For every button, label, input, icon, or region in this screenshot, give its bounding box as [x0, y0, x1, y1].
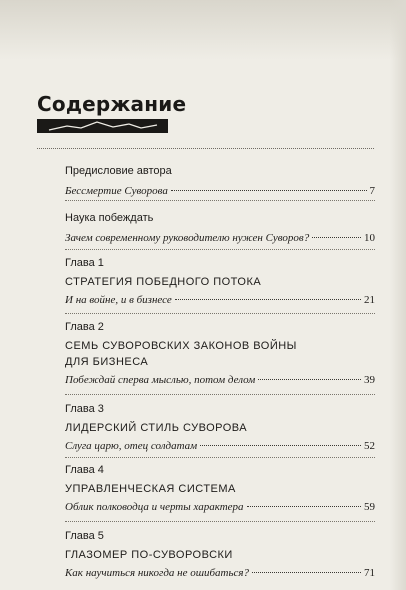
chapter-title: СТРАТЕГИЯ ПОБЕДНОГО ПОТОКА: [65, 276, 262, 288]
toc-entry-chapter-5[interactable]: [65, 529, 375, 580]
toc-line: [65, 373, 375, 387]
page-number: 59: [364, 501, 375, 513]
dot-leader: [312, 237, 361, 238]
chapter-title-line-2: ДЛЯ БИЗНЕСА: [65, 356, 149, 368]
page-number: 71: [364, 567, 375, 579]
entry-subtitle: Побеждай сперва мыслью, потом делом: [65, 374, 256, 386]
entry-separator: [65, 394, 375, 395]
entry-label: Предисловие автора: [65, 165, 172, 177]
chapter-title: УПРАВЛЕНЧЕСКАЯ СИСТЕМА: [65, 483, 236, 495]
entry-separator: [65, 521, 375, 522]
dot-leader: [171, 190, 367, 191]
toc-heading: Содержание: [37, 92, 187, 116]
chapter-title-line-1: СЕМЬ СУВОРОВСКИХ ЗАКОНОВ ВОЙНЫ: [65, 340, 297, 352]
toc-line: [65, 439, 375, 453]
entry-separator: [65, 457, 375, 458]
toc-entry-foreword[interactable]: [65, 164, 375, 198]
entry-separator: [65, 313, 375, 314]
entry-subtitle: Бессмертие Суворова: [65, 185, 168, 197]
toc-entry-chapter-2[interactable]: [65, 320, 375, 387]
dot-leader: [175, 299, 361, 300]
toc-entry-science[interactable]: [65, 211, 375, 245]
entry-subtitle: Как научиться никогда не ошибаться?: [65, 567, 249, 579]
page-number: 7: [369, 185, 375, 197]
page-shadow: [0, 0, 406, 60]
toc-line: [65, 500, 375, 514]
dot-leader: [252, 572, 361, 573]
entry-subtitle: Облик полководца и черты характера: [65, 501, 244, 513]
chapter-number: Глава 1: [65, 257, 104, 269]
toc-entry-chapter-1[interactable]: [65, 256, 375, 307]
entry-label: Наука побеждать: [65, 212, 154, 224]
chapter-number: Глава 2: [65, 321, 104, 333]
chapter-number: Глава 4: [65, 464, 104, 476]
page-number: 39: [364, 374, 375, 386]
chapter-title: ЛИДЕРСКИЙ СТИЛЬ СУВОРОВА: [65, 422, 248, 434]
dot-leader: [258, 379, 361, 380]
toc-entry-chapter-4[interactable]: [65, 463, 375, 514]
entry-subtitle: Слуга царю, отец солдатам: [65, 440, 198, 452]
toc-entry-chapter-3[interactable]: [65, 402, 375, 453]
entry-separator: [65, 249, 375, 250]
toc-line: [65, 293, 375, 307]
entry-subtitle: И на войне, и в бизнесе: [65, 294, 172, 306]
heading-rule: [37, 148, 374, 149]
page-edge-shadow: [390, 0, 406, 590]
heading-decor-bar: [37, 119, 168, 133]
toc-line: [65, 184, 375, 198]
toc-line: [65, 231, 375, 245]
entry-subtitle: Зачем современному руководителю нужен Суворов?: [65, 232, 310, 244]
page-number: 52: [364, 440, 375, 452]
chapter-title: ГЛАЗОМЕР ПО-СУВОРОВСКИ: [65, 549, 233, 561]
dot-leader: [247, 506, 361, 507]
entry-separator: [65, 200, 375, 201]
chapter-number: Глава 5: [65, 530, 104, 542]
page-number: 21: [364, 294, 375, 306]
chapter-number: Глава 3: [65, 403, 104, 415]
toc-line: [65, 566, 375, 580]
page-number: 10: [364, 232, 375, 244]
dot-leader: [200, 445, 361, 446]
